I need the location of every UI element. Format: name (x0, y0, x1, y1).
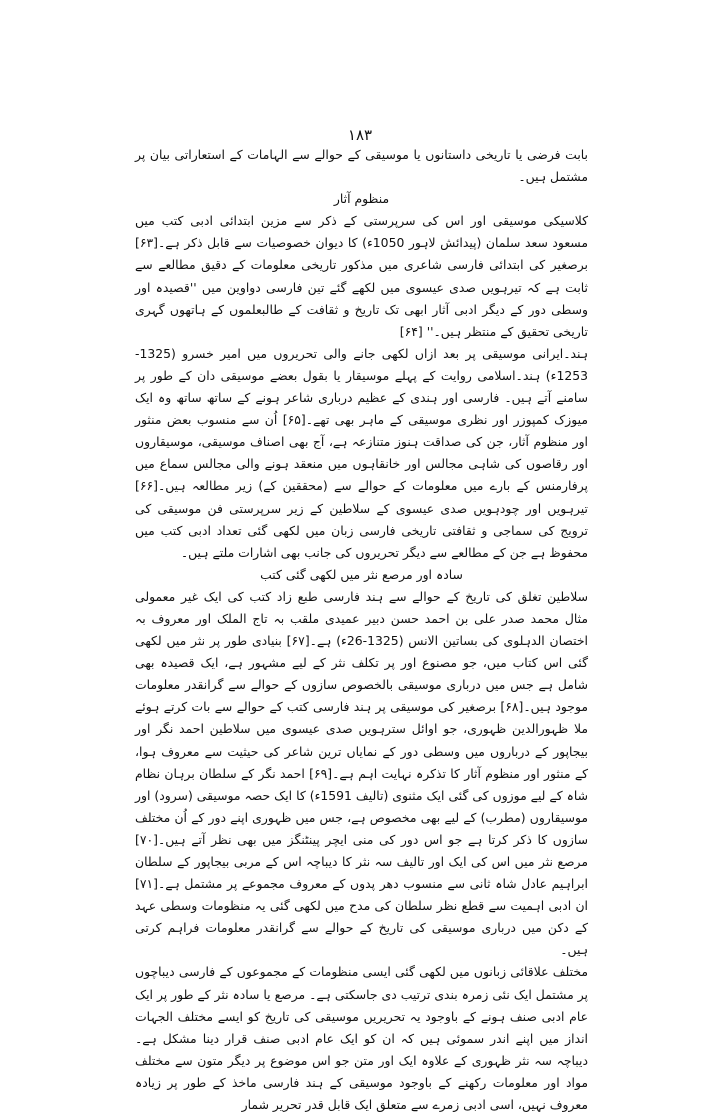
paragraph: ہند۔ایرانی موسیقی پر بعد ازاں لکھی جانے والی تحریروں میں امیر خسرو (1325-1253ء) ہند۔اسلامی روایت کے پہلے موسیقار یا بقول بعضے موسیقی دان کے طور پر سامنے آتے ہیں۔ فارسی اور ہندی کے عظیم درباری شاعر ہونے کے ساتھ ساتھ وہ ایک میوزک کمپوزر اور نظری موسیقی کے ماہر بھی تھے۔[۶۵] اُن سے منسوب بعض منثور اور منظوم آثار، جن کی صداقت ہنوز متنازعہ ہے، آج بھی اصناف موسیقی، موسیقاروں اور رقاصوں کی شاہی مجالس اور خانقاہوں میں منعقد ہونے والی مجالس سماع میں پرفارمنس کے بارے میں معلومات کے حوالے سے (محققین کے) زیر مطالعہ ہیں۔[۶۶] تیرہویں اور چودہویں صدی عیسوی کے سلاطین کے زیر سرپرستی فن موسیقی کی ترویج کی سماجی و ثقافتی تاریخی فارسی زبان میں لکھی گئی تعداد ادبی کتب میں محفوظ ہے جن کے مطالعے سے دیگر تحریروں کی جانب بھی اشارات ملتے ہیں۔ (135, 345, 589, 560)
paragraph: مختلف علاقائی زبانوں میں لکھی گئی ایسی منظومات کے مجموعوں کے فارسی دیباچوں پر مشتمل ایک نئی زمرہ بندی ترتیب دی جاسکتی ہے۔ مرصع یا سادہ نثر کے طور پر ایک عام ادبی صنف ہونے کے باوجود یہ تحریریں موسیقی کی تاریخ کو ایسے مختلف الجہات انداز میں اپنے اندر سموئی ہیں کہ ان کو ایک عام ادبی صنف قرار دینا مشکل ہے۔ دیباچہ سہ نثر ظہوری کے علاوہ ایک اور متن جو اس موضوع پر دیگر متون سے مختلف مواد اور معلومات رکھنے کے باوجود موسیقی کے ہند فارسی ماخذ کے طور پر زیادہ معروف نہیں، اسی ادبی زمرے سے متعلق ایک قابل قدر تحریر شمار (135, 964, 588, 1113)
paragraph: بابت فرضی یا تاریخی داستانوں یا موسیقی کے حوالے سے الہامات کے استعاراتی بیان پر مشتمل ہیں۔ (135, 147, 588, 185)
section-heading: منظوم آثار (333, 191, 390, 207)
body-text (135, 144, 588, 1116)
page-number: ۱۸۳ (347, 126, 373, 144)
paragraph: سلاطین تغلق کی تاریخ کے حوالے سے ہند فارسی طبع زاد کتب کی ایک غیر معمولی مثال محمد صدر علی بن احمد حسن دبیر عمیدی ملقب بہ تاج الملک اور معروف بہ اختصان الدہلوی کی بساتین الانس (1325-26ء) ہے۔[۶۷] بنیادی طور پر نثر میں لکھی گئی اس کتاب میں، جو مصنوع اور پر تکلف نثر کے لیے مشہور ہے، ایک قصیدہ بھی شامل ہے جس میں درباری موسیقی بالخصوص سازوں کے حوالے سے گرانقدر معلومات موجود ہیں۔[۶۸] برصغیر کی موسیقی پر ہند فارسی کتب کے حوالے سے بات کرتے ہوئے ملا ظہورالدین ظہوری، جو اوائل سترہویں صدی عیسوی میں سلاطین احمد نگر اور بیجاپور کے درباروں میں وسطی دور کے نمایاں ترین شاعر کی حیثیت سے معروف ہوا، کے منثور اور منظوم آثار کا تذکرہ نہایت اہم ہے۔[۶۹] احمد نگر کے سلطان برہان نظام شاہ کے لیے موزوں کی گئی ایک مثنوی (تالیف 1591ء) کا ایک حصہ موسیقی (سرود) اور موسیقاروں (مطرب) کے لیے بھی مخصوص ہے، جس میں ظہوری اپنے دور کے اُن مختلف سازوں کا ذکر کرتا ہے جو اس دور کی منی ایچر پینٹنگز میں بھی نظر آتے ہیں۔[۷۰] مرصع نثر میں اس کی ایک اور تالیف سہ نثر کا دیباچہ اس کے مربی بیجاپور کے سلطان ابراہیم عادل شاہ ثانی سے منسوب دھر پدوں کے معروف مجموعے پر مشتمل ہے۔[۷۱] ان ادبی اہمیت سے قطع نظر سلطان کی مدح میں لکھی گئی یہ منظومات وسطی عہد کے دکن میں درباری موسیقی کی تاریخ کے حوالے سے گرانقدر معلومات فراہم کرتی ہیں۔ (135, 588, 588, 958)
section-heading: سادہ اور مرصع نثر میں لکھی گئی کتب (260, 566, 463, 582)
paragraph: کلاسیکی موسیقی اور اس کی سرپرستی کے ذکر سے مزین ابتدائی ادبی کتب میں مسعود سعد سلمان (پیدائش لاہور 1050ء) کا دیوان خصوصیات سے قابل ذکر ہے۔[۶۳] برصغیر کی ابتدائی فارسی شاعری میں مذکور تاریخی معلومات کے دقیق مطالعے سے ثابت ہے کہ تیرہویں صدی عیسوی میں لکھے گئے تین فارسی دواوین میں ''قصیدہ اور وسطی دور کے دیگر ادبی آثار ابھی تک تاریخ و ثقافت کے طالبعلموں کے ہاتھوں گہری تاریخی تحقیق کے منتظر ہیں۔'' [۶۴] (135, 213, 588, 339)
